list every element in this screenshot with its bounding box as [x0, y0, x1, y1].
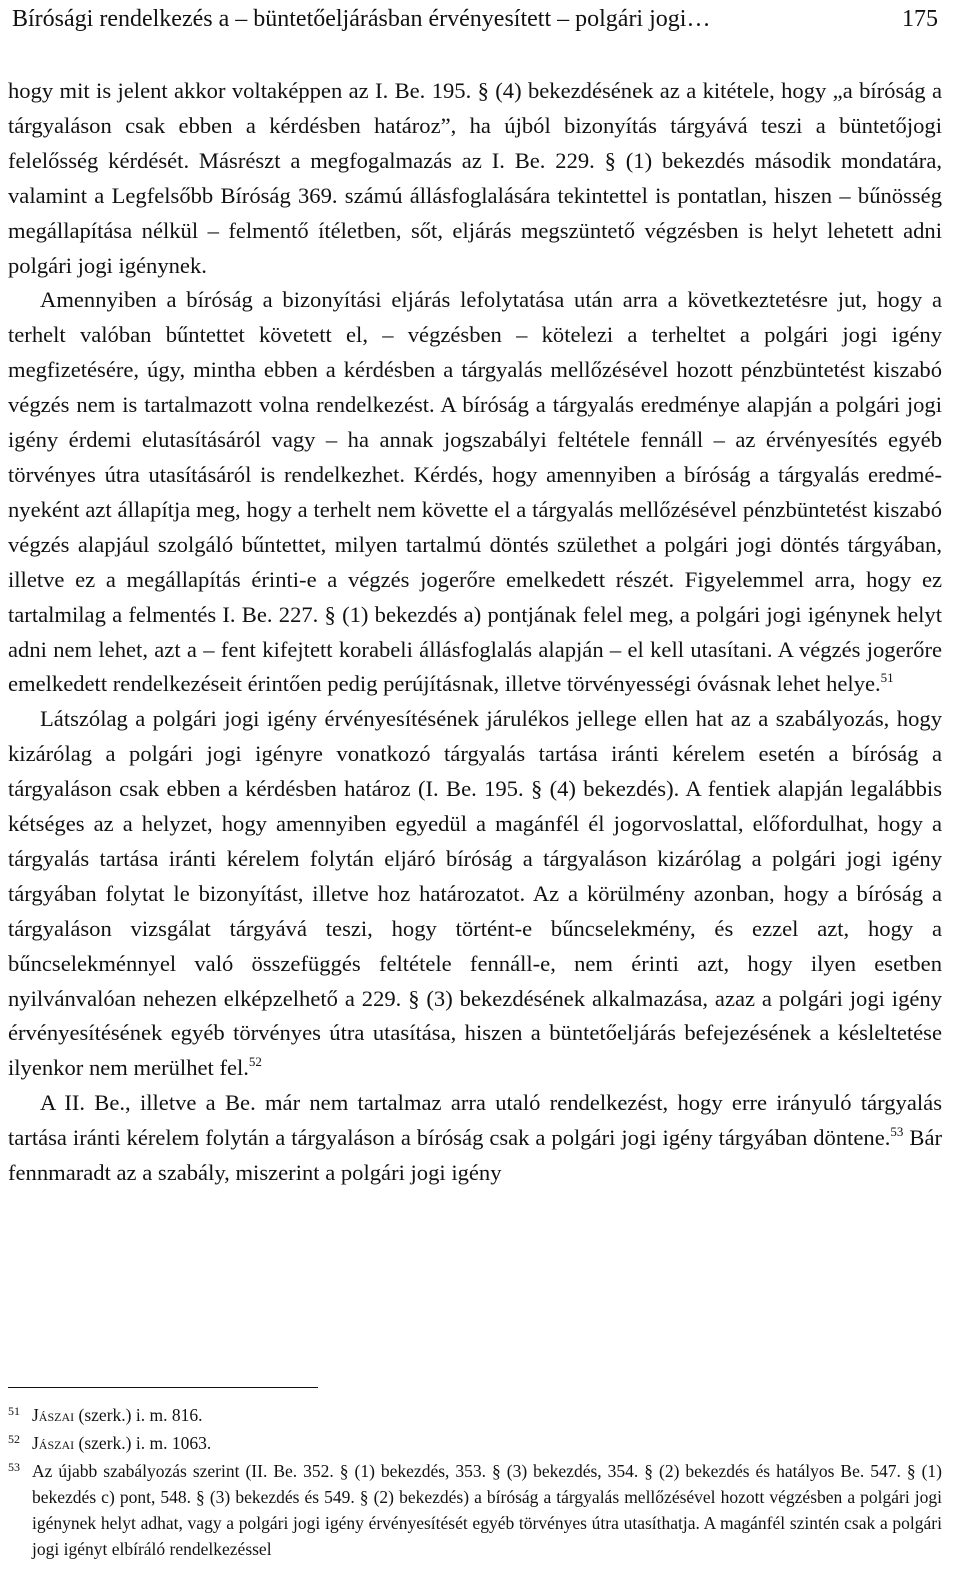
- footnote-citation: (szerk.) i. m. 1063.: [74, 1433, 212, 1453]
- footnote-ref[interactable]: 52: [248, 1054, 262, 1070]
- paragraph: [8, 283, 942, 702]
- page-number: 175: [902, 6, 938, 32]
- footnote: [8, 1402, 942, 1428]
- footnote-text: [32, 1458, 942, 1562]
- footnote-ref[interactable]: 51: [880, 670, 894, 686]
- footnote-author: Jászai: [32, 1405, 75, 1425]
- paragraph-text: Amennyiben a bíróság a bizonyítási eljárás lefolytatása után arra a következtetésre jut, hogy a terhelt valóban bűntettet követett el, – végzésben – kötelezi a terheltet a polgári jogi igény megfizetésére, úgy, mintha ebben a kérdésben a tárgyalás mellőzésével hozott pénzbüntetést kiszabó végzés nem is tartalmazott volna rendelkezést. A bíróság a tárgyalás eredménye alapján a polgári jogi igény érdemi elutasításáról vagy – ha annak jogszabályi feltétele fennáll – az érvényesítés egyéb törvényes útra utasításáról is rendelkezhet. Kérdés, hogy amennyiben a bíróság a tárgyalás eredményeként azt állapítja meg, hogy a terhelt nem követte el a tárgyalás mellőzésével pénzbüntetést kiszabó végzés alapjául szolgáló bűntettet, milyen tartalmú döntés születhet a polgári jogi döntés tárgyában, illetve ez a megállapítás érinti-e a végzés jogerőre emelkedett részét. Figyelemmel arra, hogy ez tartalmilag a felmentés I. Be. 227. § (1) bekezdés a) pontjának felel meg, a polgári jogi igénynek helyt adni nem lehet, azt a – fent kifejtett korabeli állásfoglalás alapján – el kell utasítani. A végzés jogerőre emelkedett rendelkezéseit érintően pedig perújításnak, illetve törvényességi óvásnak lehet helye.: [8, 287, 942, 697]
- footnote-text: [32, 1402, 942, 1428]
- paragraph-text: hogy mit is jelent akkor voltaképpen az I. Be. 195. § (4) bekezdésének az a kitétele, hogy „a bíróság a tárgyaláson csak ebben a kérdésben határoz”, ha újból bizonyítás tárgyává teszi a büntetőjogi felelősség kérdését. Másrészt a megfogalmazás az I. Be. 229. § (1) bekezdés második mondatára, valamint a Legfelsőbb Bíróság 369. számú állásfoglalására tekintettel is pontatlan, hiszen – bűnösség megállapítása nélkül – felmentő ítéletben, sőt, eljárás megszüntető végzésben is helyt lehetett adni polgári jogi igénynek.: [8, 78, 942, 278]
- paragraph-text: A II. Be., illetve a Be. már nem tartalmaz arra utaló rendelkezést, hogy erre irányuló tárgyalás tartása iránti kérelem folytán a tárgyaláson a bíróság csak a polgári jogi igény tárgyában döntene.: [8, 1090, 942, 1151]
- paragraph: [8, 74, 942, 283]
- footnote-author: Jászai: [32, 1433, 75, 1453]
- paragraph-text: Látszólag a polgári jogi igény érvényesítésének járulékos jellege ellen hat az a szabályozás, hogy kizárólag a polgári jogi igényre vonatkozó tárgyalás tartása iránti kérelem esetén a bíróság a tárgyaláson csak ebben a kérdésben határoz (I. Be. 195. § (4) bekezdés). A fentiek alapján legalábbis kétséges az a helyzet, hogy amennyiben egyedül a magánfél él jogorvoslattal, előfordulhat, hogy a tárgyalás tartása iránti kérelem folytán eljáró bíróság a tárgyaláson kizárólag a polgári jogi igény tárgyában folytat le bizonyítást, illetve hoz határozatot. Az a körülmény azonban, hogy a bíróság a tárgyaláson vizsgálat tárgyává teszi, hogy történt-e bűncselekmény, és ezzel azt, hogy a bűncselekménnyel való összefüggés feltétele fennáll-e, nem érinti azt, hogy ilyen esetben nyilvánvalóan nehezen elképzelhető a 229. § (3) bekezdésének alkalmazása, azaz a polgári jogi igény érvényesítésének egyéb törvényes útra utasítása, hiszen a büntetőeljárás befejezésének a késleltetése ilyenkor nem merülhet fel.: [8, 706, 942, 1081]
- footnote-citation: Az újabb szabályozás szerint (II. Be. 352. § (1) bekezdés, 353. § (3) bekezdés, 354. § (2) bekezdés és hatályos Be. 547. § (1) bekezdés c) pont, 548. § (3) bekezdés és 549. § (2) bekezdés) a bíróság a tárgyalás mellőzésével hozott végzésben a polgári jogi igénynek helyt adhat, vagy a polgári jogi igény érvényesítését egyéb törvényes útra utasíthatja. A magánfél szintén csak a polgári jogi igényt elbíráló rendelkezéssel: [32, 1461, 942, 1559]
- paragraph: [8, 1086, 942, 1191]
- footnote-number: 51: [8, 1404, 20, 1418]
- paragraph: [8, 702, 942, 1086]
- running-title: Bírósági rendelkezés a – büntetőeljárásban érvényesített – polgári jogi…: [12, 6, 711, 32]
- footnote-text: [32, 1430, 942, 1456]
- footnote-number: 52: [8, 1432, 20, 1446]
- footnotes: [8, 1402, 942, 1564]
- footnote-ref[interactable]: 53: [890, 1124, 904, 1140]
- footnote: [8, 1458, 942, 1562]
- running-header: [8, 0, 942, 34]
- footnote-separator: [8, 1387, 318, 1388]
- paragraph-continuation: Bár fennmaradt az a szabály, miszerint a polgári jogi igény: [8, 1125, 942, 1186]
- footnote-number: 53: [8, 1460, 20, 1474]
- footnote-citation: (szerk.) i. m. 816.: [74, 1405, 203, 1425]
- body-text: [8, 74, 942, 1191]
- footnote: [8, 1430, 942, 1456]
